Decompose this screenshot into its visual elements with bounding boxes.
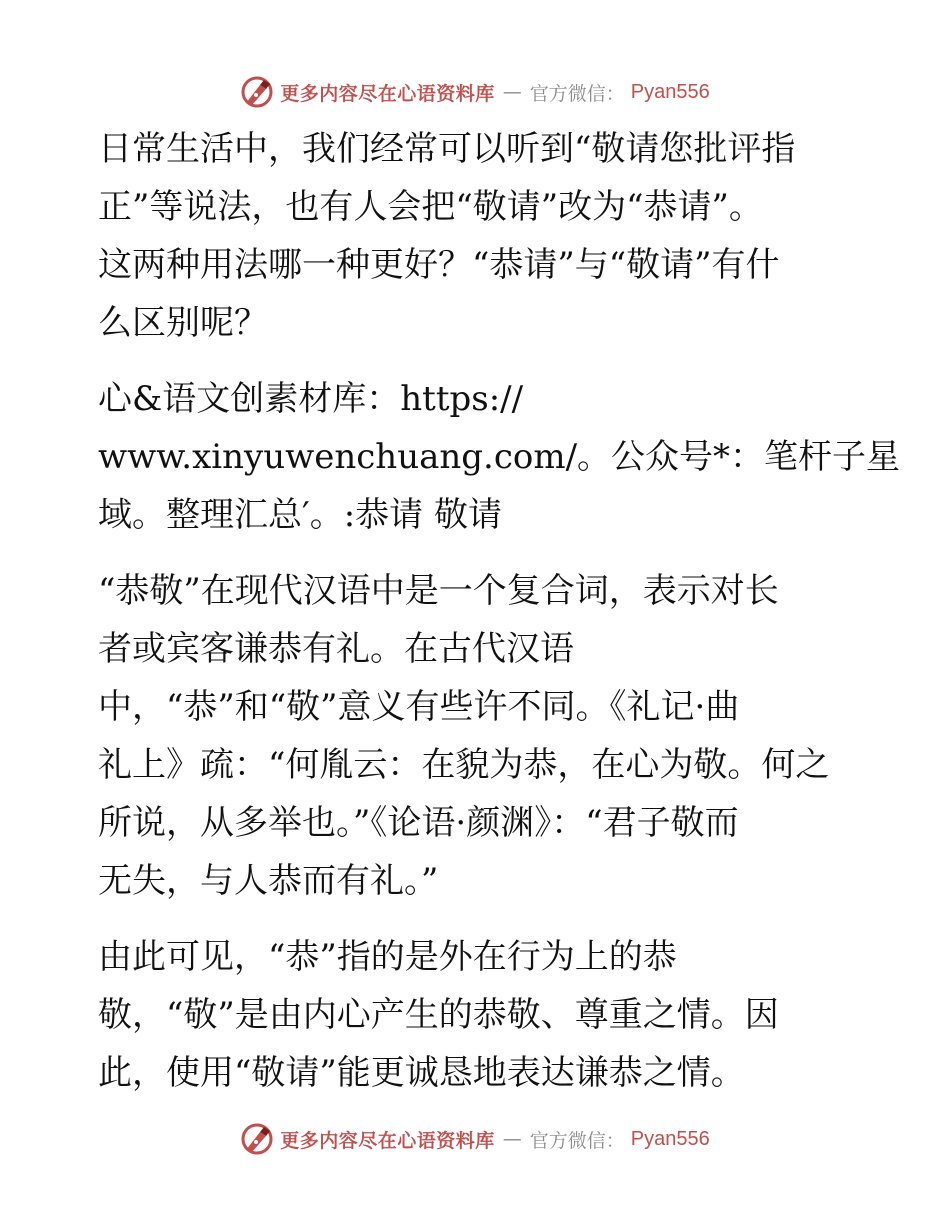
paragraph-explanation [98, 562, 858, 910]
footer-dash: — [502, 1128, 522, 1150]
text-line: 此，使用“敬请”能更诚恳地表达谦恭之情。 [98, 1053, 745, 1093]
footer-slogan: 更多内容尽在心语资料库 [280, 1129, 495, 1152]
header-wechat-label: 官方微信： [529, 82, 625, 105]
text-line: 么区别呢？ [98, 303, 268, 343]
paragraph-conclusion [98, 928, 858, 1102]
text-line: 者或宾客谦恭有礼。在古代汉语 [98, 629, 574, 669]
paragraph-intro [98, 120, 858, 352]
pen-nib-logo-icon [240, 1122, 274, 1156]
text-line: “恭敬”在现代汉语中是一个复合词，表示对长 [98, 571, 779, 611]
header-banner [0, 72, 950, 112]
footer-wechat-id: Pyan556 [630, 1127, 710, 1150]
text-line: 礼上》疏：“何胤云：在貌为恭，在心为敬。何之 [98, 745, 830, 785]
document-body [98, 120, 901, 1120]
header-wechat-id: Pyan556 [630, 80, 710, 103]
footer-banner-inner [240, 1122, 710, 1156]
text-line: 域。整理汇总′。:恭请 敬请 [98, 495, 502, 535]
header-dash: — [502, 81, 522, 103]
text-line: 日常生活中，我们经常可以听到“敬请您批评指 [98, 129, 796, 169]
text-line: 这两种用法哪一种更好？“恭请”与“敬请”有什 [98, 245, 780, 285]
text-line: 正”等说法，也有人会把“敬请”改为“恭请”。 [98, 187, 763, 227]
footer-banner [0, 1119, 950, 1159]
text-line: 由此可见，“恭”指的是外在行为上的恭 [98, 937, 677, 977]
pen-nib-logo-icon [240, 75, 274, 109]
paragraph-source [98, 370, 901, 544]
text-line: 所说，从多举也。”《论语·颜渊》：“君子敬而 [98, 803, 739, 843]
header-slogan: 更多内容尽在心语资料库 [280, 82, 495, 105]
text-line: 中，“恭”和“敬”意义有些许不同。《礼记·曲 [98, 687, 740, 727]
footer-wechat-label: 官方微信： [529, 1129, 625, 1152]
text-line: 无失，与人恭而有礼。” [98, 861, 439, 901]
text-line: www.xinyuwenchuang.com/。公众号*：笔杆子星 [98, 437, 901, 477]
text-line: 心&语文创素材库：https:// [98, 379, 524, 419]
text-line: 敬，“敬”是由内心产生的恭敬、尊重之情。因 [98, 995, 779, 1035]
header-banner-inner [240, 75, 710, 109]
